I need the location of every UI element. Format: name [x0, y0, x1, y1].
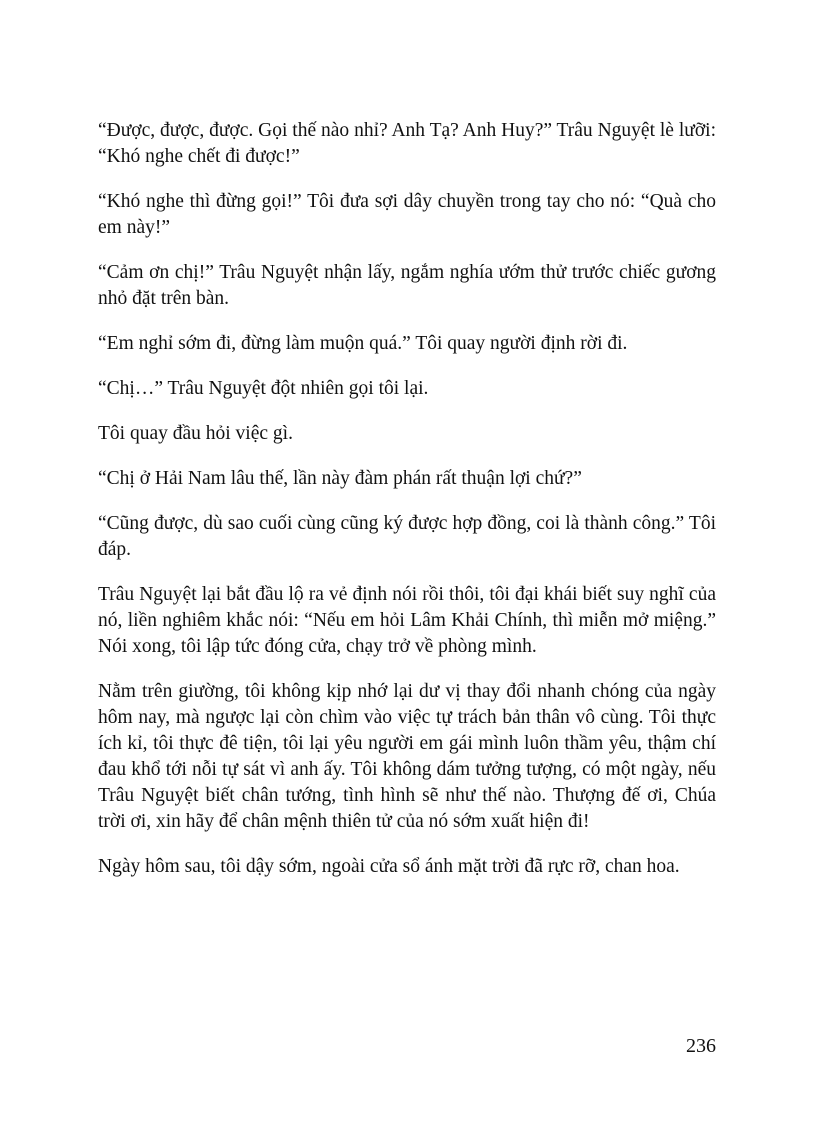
page-body	[98, 118, 716, 899]
paragraph: “Khó nghe thì đừng gọi!” Tôi đưa sợi dây chuyền trong tay cho nó: “Quà cho em này!”	[98, 191, 716, 238]
paragraph: Ngày hôm sau, tôi dậy sớm, ngoài cửa sổ ánh mặt trời đã rực rỡ, chan hoa.	[98, 856, 680, 877]
paragraph: “Được, được, được. Gọi thế nào nhỉ? Anh Tạ? Anh Huy?” Trâu Nguyệt lè lưỡi: “Khó nghe chết đi được!”	[98, 120, 716, 167]
paragraph: Nằm trên giường, tôi không kịp nhớ lại dư vị thay đổi nhanh chóng của ngày hôm nay, mà ngược lại còn chìm vào việc tự trách bản thân vô cùng. Tôi thực ích kỉ, tôi thực đê tiện, tôi lại yêu người em gái mình luôn thầm yêu, thậm chí đau khổ tới nỗi tự sát vì anh ấy. Tôi không dám tưởng tượng, có một ngày, nếu Trâu Nguyệt biết chân tướng, tình hình sẽ như thế nào. Thượng đế ơi, Chúa trời ơi, xin hãy để chân mệnh thiên tử của nó sớm xuất hiện đi!	[98, 681, 716, 832]
paragraph: “Em nghỉ sớm đi, đừng làm muộn quá.” Tôi quay người định rời đi.	[98, 333, 628, 354]
paragraph: Tôi quay đầu hỏi việc gì.	[98, 423, 293, 444]
paragraph: “Cảm ơn chị!” Trâu Nguyệt nhận lấy, ngắm nghía ướm thử trước chiếc gương nhỏ đặt trên bàn.	[98, 262, 716, 309]
paragraph: “Chị…” Trâu Nguyệt đột nhiên gọi tôi lại.	[98, 378, 429, 399]
paragraph: “Cũng được, dù sao cuối cùng cũng ký được hợp đồng, coi là thành công.” Tôi đáp.	[98, 513, 716, 560]
page-number: 236	[686, 1035, 716, 1057]
paragraph: Trâu Nguyệt lại bắt đầu lộ ra vẻ định nói rồi thôi, tôi đại khái biết suy nghĩ của nó, liền nghiêm khắc nói: “Nếu em hỏi Lâm Khải Chính, thì miễn mở miệng.” Nói xong, tôi lập tức đóng cửa, chạy trở về phòng mình.	[98, 584, 716, 657]
paragraph: “Chị ở Hải Nam lâu thế, lần này đàm phán rất thuận lợi chứ?”	[98, 468, 582, 489]
